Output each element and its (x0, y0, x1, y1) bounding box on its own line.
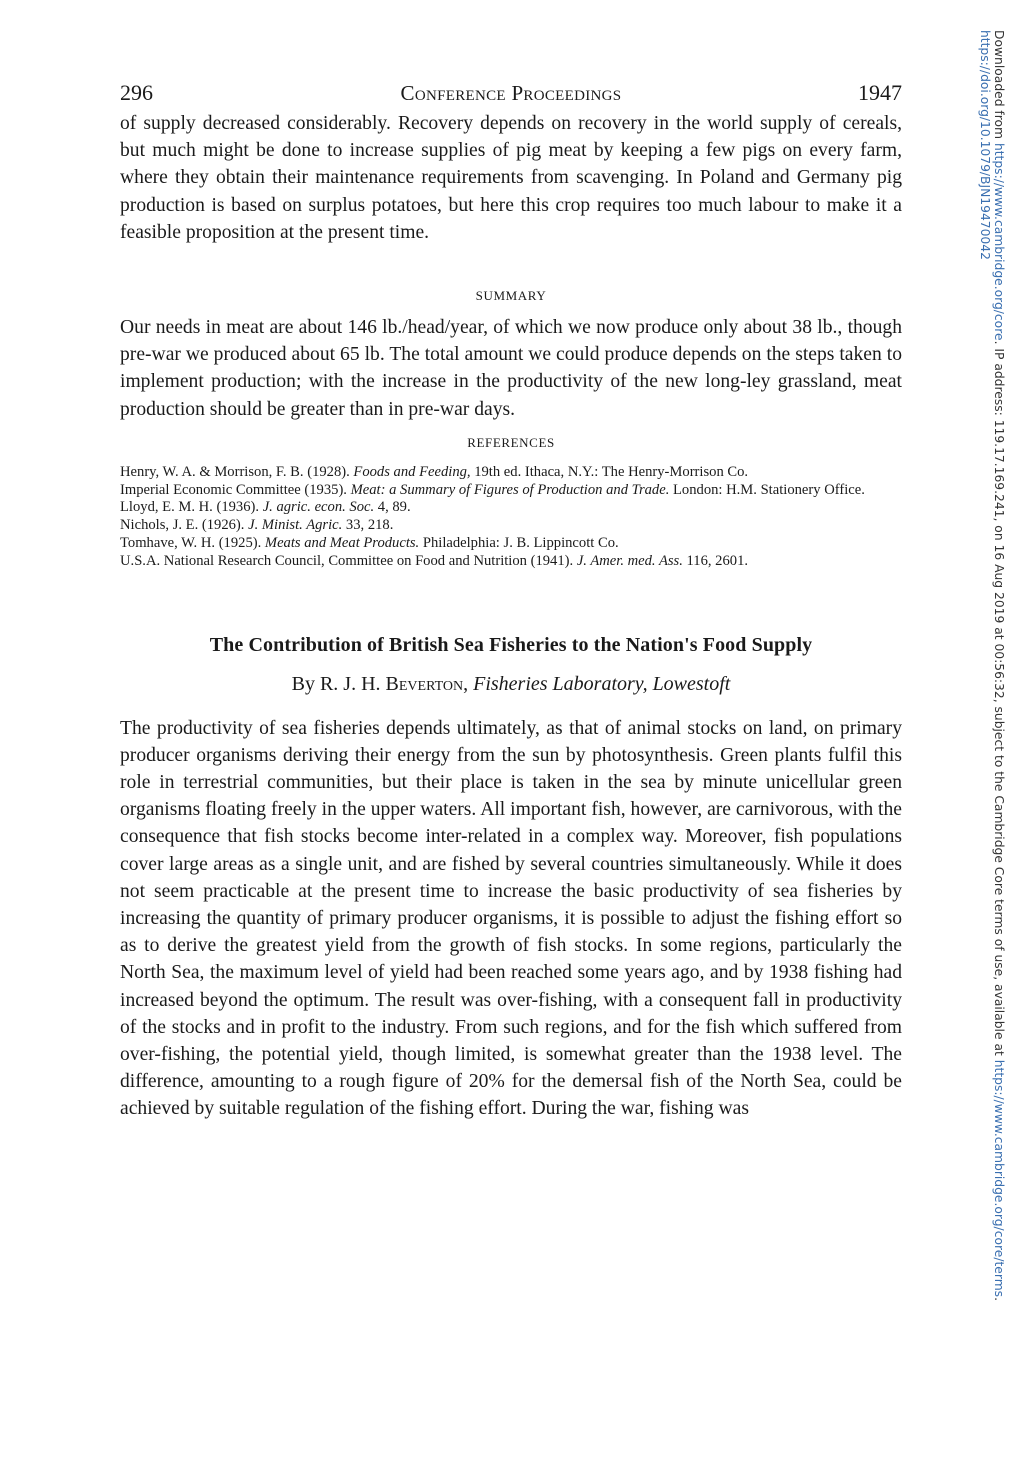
doi-link[interactable]: https://doi.org/10.1079/BJN19470042 (978, 30, 992, 260)
reference-item: Tomhave, W. H. (1925). Meats and Meat Products. Philadelphia: J. B. Lippincott Co. (120, 535, 619, 552)
author-affiliation: Fisheries Laboratory, Lowestoft (473, 672, 731, 695)
volume-year: 1947 (858, 80, 902, 105)
terms-link[interactable]: https://www.cambridge.org/core/terms (992, 1059, 1006, 1298)
download-watermark (978, 30, 1013, 1330)
cambridge-core-link[interactable]: https://www.cambridge.org/core (992, 142, 1006, 341)
page-number: 296 (120, 80, 153, 105)
article-title: The Contribution of British Sea Fisheries to the Nation's Food Supply (209, 633, 813, 656)
byline-prefix: By R. J. H. (291, 672, 386, 695)
journal-section-title: Conference Proceedings (400, 81, 622, 105)
continuation-paragraph: of supply decreased considerably. Recovery depends on recovery in the world supply of cereals, but much might be done to increase supplies of pig meat by keeping a few pigs on every farm, where they obtain their maintenance requirements from scavenging. In Poland and Germany pig production is based on surplus potatoes, but here this crop requires too much labour to make it a feasible proposition at the present time. (120, 113, 902, 243)
reference-item: Lloyd, E. M. H. (1936). J. agric. econ. Soc. 4, 89. (120, 499, 411, 516)
reference-item: Henry, W. A. & Morrison, F. B. (1928). Foods and Feeding, 19th ed. Ithaca, N.Y.: The Henry-Morrison Co. (120, 463, 749, 480)
reference-item: U.S.A. National Research Council, Committee on Food and Nutrition (1941). J. Amer. med. Ass. 116, 2601. (120, 552, 749, 569)
page (120, 80, 902, 1123)
reference-item: Imperial Economic Committee (1935). Meat: a Summary of Figures of Production and Trade. London: H.M. Stationery Office. (120, 481, 865, 498)
author-surname: Beverton, (385, 672, 469, 695)
summary-heading: SUMMARY (475, 288, 547, 304)
watermark-line-1: Downloaded from https://www.cambridge.org/core. IP address: 119.17.169.241, on 16 Aug 2019 at 00:56:32, subject to the Cambridge Core terms of use, available at https://www.cambridge.org/core/terms. (992, 30, 1006, 1302)
running-head (120, 80, 902, 110)
article-body: The productivity of sea fisheries depends ultimately, as that of animal stocks on land, on primary producer organisms deriving their energy from the sun by photosynthesis. Green plants fulfil this role in terrestrial communities, but their place is taken in the sea by minute unicellular green organisms floating freely in the upper waters. All important fish, however, are carnivorous, with the consequence that fish stocks become inter-related in a complex way. Moreover, fish populations cover large areas as a single unit, and are fished by several countries simultaneously. While it does not seem practicable at the present time to increase the basic productivity of sea fisheries by increasing the quantity of primary producer organisms, it is possible to adjust the fishing effort so as to derive the greatest yield from the growth of fish stocks. In some regions, particularly the North Sea, the maximum level of yield had been reached some years ago, and by 1938 fishing had increased beyond the optimum. The result was over-fishing, with a consequent fall in productivity of the stocks and in profit to the industry. From such regions, and for the fish which suffered from over-fishing, the potential yield, though limited, is somewhat greater than the 1938 level. The difference, amounting to a rough figure of 20% for the demersal fish of the North Sea, could be achieved by suitable regulation of the fishing effort. During the war, fishing was (120, 717, 902, 1120)
summary-text: Our needs in meat are about 146 lb./head/year, of which we now produce only about 38 lb., though pre-war we produced about 65 lb. The total amount we could produce depends on the steps taken to implement production; with the increase in the productivity of the new long-ley grassland, meat production should be greater than in pre-war days. (120, 317, 902, 420)
references-heading: REFERENCES (467, 434, 555, 450)
reference-item: Nichols, J. E. (1926). J. Minist. Agric. 33, 218. (120, 517, 394, 534)
reference-list (120, 464, 902, 571)
byline (120, 673, 902, 696)
